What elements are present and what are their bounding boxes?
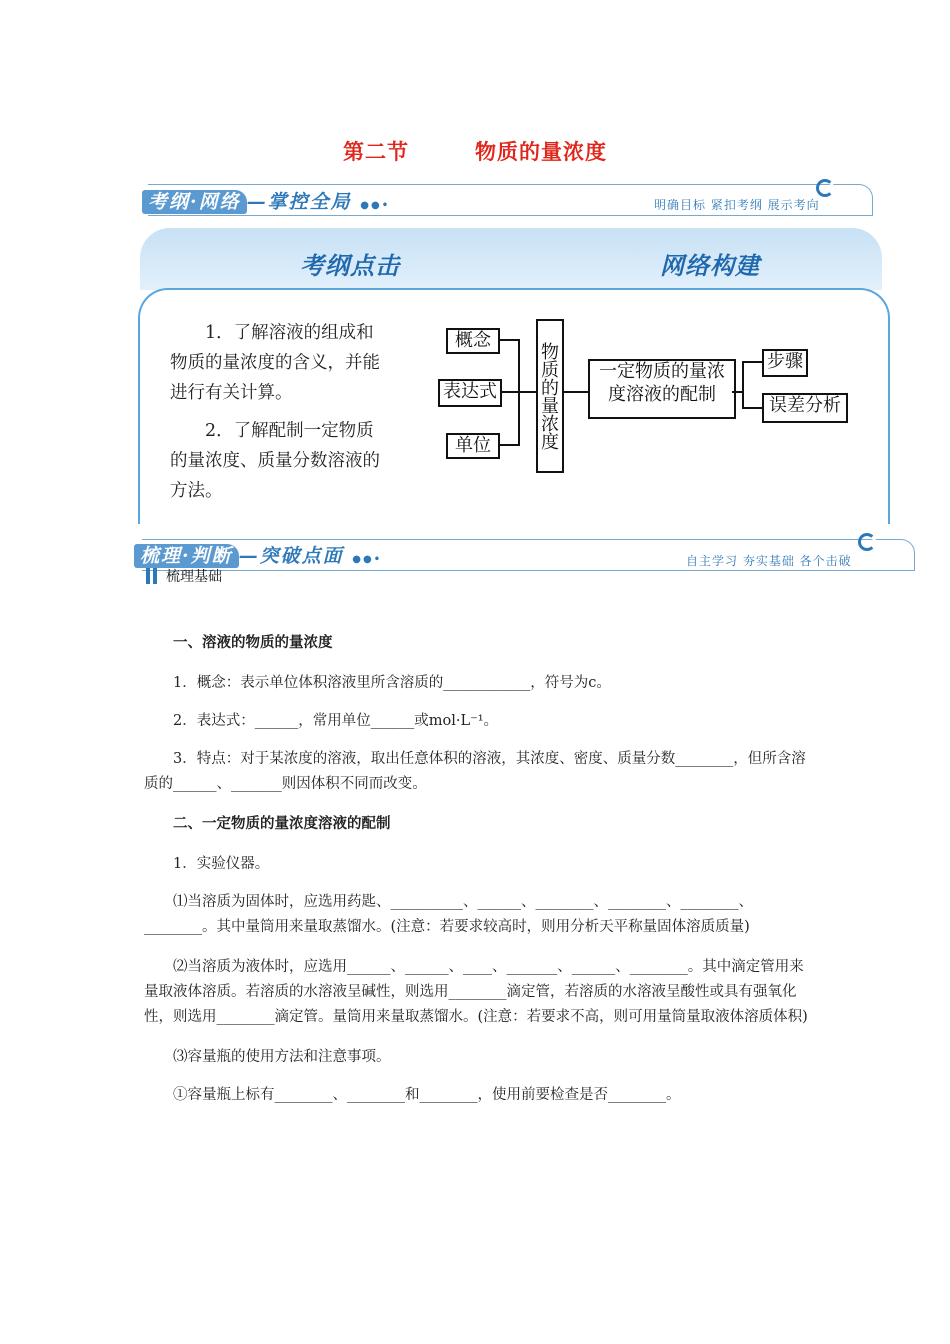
outline-item: 2．了解配制一定物质的量浓度、质量分数溶液的方法。 — [170, 421, 380, 501]
paragraph: ⑴当溶质为固体时，应选用药匙、__________、______、________、________、________、________。其中量筒用来量取蒸馏水。(注意：若要求较高时，则用分析天平称量固体溶质质量) — [144, 894, 753, 935]
syllabus-heading: 考纲点击 — [300, 251, 400, 280]
review-banner-rest: —突破点面 — [238, 545, 344, 567]
paragraph: ①容量瓶上标有________、________和________，使用前要检查是否________。 — [173, 1087, 681, 1103]
outline-banner-title — [142, 187, 390, 214]
diagram-center: 物质的量浓度 — [536, 319, 564, 473]
diagram-item-unit: 单位 — [446, 433, 500, 459]
outline-banner-lead: 考纲·网络 — [142, 190, 247, 214]
section-number: 第二节 — [343, 140, 409, 164]
network-heading: 网络构建 — [660, 251, 760, 280]
bar-icon — [153, 568, 157, 584]
section-heading: 一、溶液的物质的量浓度 — [173, 635, 333, 651]
paragraph: ⑶容量瓶的使用方法和注意事项。 — [173, 1049, 391, 1065]
outline-item: 1．了解溶液的组成和物质的量浓度的含义，并能进行有关计算。 — [170, 323, 380, 403]
connector — [502, 391, 518, 393]
review-banner-title — [134, 541, 382, 568]
connector — [500, 339, 518, 341]
ring-icon — [816, 179, 834, 197]
ring-icon — [858, 533, 876, 551]
connector — [742, 361, 744, 409]
paragraph: 3．特点：对于某浓度的溶液，取出任意体积的溶液，其浓度、密度、质量分数________，但所含溶质的______、_______则因体积不同而改变。 — [144, 751, 806, 792]
content-body — [144, 631, 809, 1123]
paragraph: ⑵当溶质为液体时，应选用______、______、____、_______、______、________。其中滴定管用来量取液体溶质。若溶质的水溶液呈碱性，则选用________滴定管，若溶质的水溶液呈酸性或具有强氧化性，则选用________滴定管。量筒用来量取蒸馏水。(注意：若要求不高，则可用量筒量取液体溶质体积) — [144, 959, 808, 1025]
syllabus-outline — [170, 318, 382, 504]
panel-header-band — [140, 228, 882, 290]
page-title — [0, 136, 950, 166]
paragraph: 2．表达式：______，常用单位______或mol·L⁻¹。 — [173, 713, 499, 729]
subheading — [146, 565, 222, 586]
dots-icon: ●●• — [352, 554, 383, 565]
dots-icon: ●●• — [360, 200, 391, 211]
concept-diagram — [430, 311, 848, 476]
connector — [500, 444, 518, 446]
paragraph: 1．实验仪器。 — [173, 856, 270, 872]
diagram-item-concept: 概念 — [446, 328, 500, 354]
section-topic: 物质的量浓度 — [475, 140, 607, 164]
bar-icon — [146, 568, 150, 584]
review-banner-lead: 梳理·判断 — [134, 544, 239, 568]
section-heading: 二、一定物质的量浓度溶液的配制 — [173, 816, 391, 832]
diagram-item-expression: 表达式 — [438, 379, 502, 407]
outline-banner-rest: —掌控全局 — [246, 191, 352, 213]
diagram-branch-steps: 步骤 — [762, 349, 808, 377]
subheading-label: 梳理基础 — [166, 568, 222, 585]
connector — [518, 391, 536, 393]
connector — [742, 407, 762, 409]
diagram-process: 一定物质的量浓度溶液的配制 — [588, 359, 736, 419]
diagram-branch-error: 误差分析 — [762, 393, 848, 423]
connector — [732, 391, 742, 393]
paragraph: 1．概念：表示单位体积溶液里所含溶质的____________，符号为c。 — [173, 675, 611, 691]
connector — [742, 361, 762, 363]
connector — [562, 391, 588, 393]
outline-banner-tagline: 明确目标 紧扣考纲 展示考向 — [654, 198, 820, 212]
review-banner-tagline: 自主学习 夯实基础 各个击破 — [686, 554, 852, 568]
